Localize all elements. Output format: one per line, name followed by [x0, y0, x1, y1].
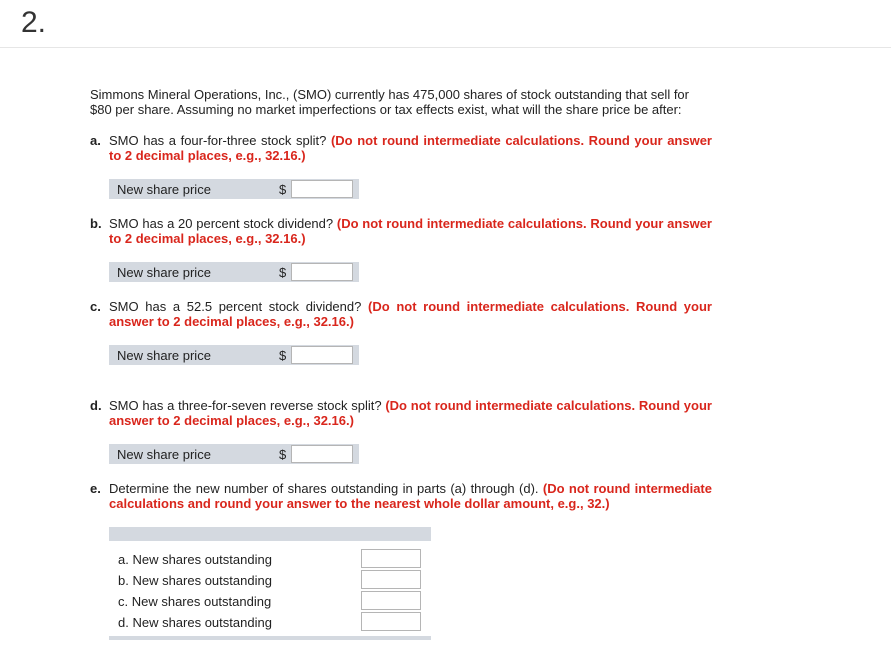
part-text: SMO has a 52.5 percent stock dividend? — [109, 299, 362, 314]
answer-row-d — [109, 444, 359, 464]
part-body — [109, 398, 712, 428]
part-letter: c. — [90, 299, 101, 314]
part-instruction: (Do not round intermediate calculations and round your answer to the nearest whole dollar amount, e.g., 32.) — [109, 481, 712, 511]
part-b — [90, 216, 712, 246]
part-instruction: (Do not round intermediate calculations. Round your answer to 2 decimal places, e.g., 32.16.) — [109, 299, 712, 329]
share-price-input-c[interactable] — [291, 346, 353, 364]
part-letter: b. — [90, 216, 102, 231]
part-instruction: (Do not round intermediate calculations. Round your answer to 2 decimal places, e.g., 32.16.) — [109, 133, 712, 163]
part-text: Determine the new number of shares outstanding in parts (a) through (d). — [109, 481, 539, 496]
row-label: c. New shares outstanding — [118, 594, 272, 609]
part-c — [90, 299, 712, 329]
part-text: SMO has a four-for-three stock split? — [109, 133, 327, 148]
question-intro: Simmons Mineral Operations, Inc., (SMO) currently has 475,000 shares of stock outstanding that sell for $80 per share. Assuming no market imperfections or tax effects exist, what will the share price be after: — [90, 87, 689, 117]
answer-label: New share price — [117, 182, 211, 197]
part-text: SMO has a three-for-seven reverse stock split? — [109, 398, 382, 413]
share-price-input-a[interactable] — [291, 180, 353, 198]
shares-input-a[interactable] — [361, 549, 421, 568]
part-letter: e. — [90, 481, 101, 496]
row-label: b. New shares outstanding — [118, 573, 272, 588]
part-body — [109, 216, 712, 246]
part-instruction: (Do not round intermediate calculations. Round your answer to 2 decimal places, e.g., 32.16.) — [109, 398, 712, 428]
shares-input-d[interactable] — [361, 612, 421, 631]
answer-label: New share price — [117, 265, 211, 280]
currency-symbol: $ — [279, 182, 287, 197]
row-label: d. New shares outstanding — [118, 615, 272, 630]
answer-label: New share price — [117, 447, 211, 462]
part-letter: a. — [90, 133, 101, 148]
table-footer-bar — [109, 636, 431, 640]
question-number: 2. — [21, 6, 47, 39]
table-row — [109, 611, 431, 632]
shares-input-c[interactable] — [361, 591, 421, 610]
divider — [0, 47, 891, 48]
part-body — [109, 299, 712, 329]
shares-input-b[interactable] — [361, 570, 421, 589]
part-a — [90, 133, 712, 163]
table-row — [109, 590, 431, 611]
answer-row-a — [109, 179, 359, 199]
part-e — [90, 481, 712, 511]
part-letter: d. — [90, 398, 102, 413]
part-text: SMO has a 20 percent stock dividend? — [109, 216, 334, 231]
row-label: a. New shares outstanding — [118, 552, 272, 567]
part-body — [109, 133, 712, 163]
table-row — [109, 569, 431, 590]
part-instruction: (Do not round intermediate calculations. Round your answer to 2 decimal places, e.g., 32.16.) — [109, 216, 712, 246]
answer-row-c — [109, 345, 359, 365]
currency-symbol: $ — [279, 348, 287, 363]
table-header-bar — [109, 527, 431, 541]
part-d — [90, 398, 712, 428]
share-price-input-b[interactable] — [291, 263, 353, 281]
currency-symbol: $ — [279, 265, 287, 280]
currency-symbol: $ — [279, 447, 287, 462]
part-body — [109, 481, 712, 511]
shares-outstanding-table — [109, 527, 431, 640]
share-price-input-d[interactable] — [291, 445, 353, 463]
answer-row-b — [109, 262, 359, 282]
answer-label: New share price — [117, 348, 211, 363]
table-row — [109, 548, 431, 569]
